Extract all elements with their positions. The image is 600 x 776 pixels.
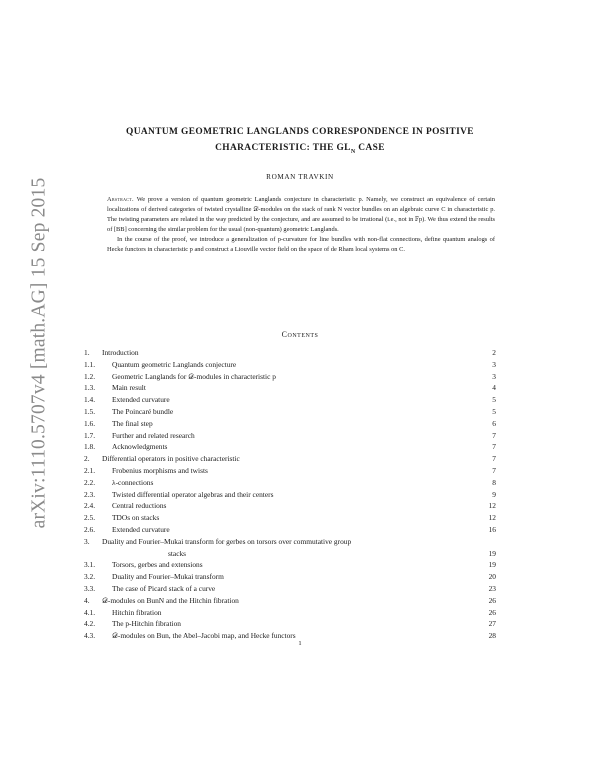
toc-entry-title-text: Introduction <box>102 348 139 357</box>
toc-entry-number: 2.1. <box>84 465 96 475</box>
toc-entry-title-text: Main result <box>112 383 146 393</box>
toc-entry-title <box>112 394 476 406</box>
table-of-contents <box>84 347 496 642</box>
toc-entry-number: 1.4. <box>84 395 96 405</box>
toc-entry-page: 5 <box>492 395 496 405</box>
abstract <box>107 195 495 256</box>
toc-entry-page: 7 <box>492 442 496 452</box>
toc-entry-title <box>112 359 476 371</box>
toc-entry[interactable] <box>84 583 496 595</box>
toc-entry-page: 12 <box>488 501 496 511</box>
toc-entry[interactable] <box>84 489 496 501</box>
toc-entry-title-text: Hitchin fibration <box>112 607 162 617</box>
abstract-heading: Abstract. <box>107 196 134 203</box>
author-name: ROMAN TRAVKIN <box>266 173 334 181</box>
toc-entry[interactable] <box>84 536 496 560</box>
toc-entry-page: 8 <box>492 477 496 487</box>
toc-entry-number: 4.1. <box>84 607 96 617</box>
toc-entry-title-text: 𝒟-modules on Bun, the Abel–Jacobi map, and Hecke functors <box>112 631 296 641</box>
toc-entry[interactable] <box>84 371 496 383</box>
toc-entry-title-text: Extended curvature <box>112 524 170 534</box>
toc-entry[interactable] <box>84 441 496 453</box>
toc-entry-number: 1.2. <box>84 371 96 381</box>
arxiv-identifier <box>27 120 51 585</box>
paper-title <box>70 124 530 160</box>
abstract-paragraph-2: In the course of the proof, we introduce a generalization of p-curvature for line bundles with non-flat connections, define quantum analogs of Hecke functors in characteristic p and construct a Liouville vector field on the space of de Rham local systems on C. <box>107 236 495 254</box>
toc-entry-title-text: Extended curvature <box>112 395 170 405</box>
toc-entry-page: 7 <box>492 454 496 464</box>
toc-entry[interactable] <box>84 453 496 465</box>
toc-entry-title-text: Frobenius morphisms and twists <box>112 465 208 475</box>
toc-entry[interactable] <box>84 406 496 418</box>
toc-entry-title <box>112 430 476 442</box>
toc-entry-title-text: Quantum geometric Langlands conjecture <box>112 359 237 369</box>
toc-entry-number: 1. <box>84 348 90 357</box>
toc-entry-title <box>112 406 476 418</box>
toc-entry-title-text: The p-Hitchin fibration <box>112 619 181 629</box>
toc-entry-title <box>112 607 476 619</box>
toc-entry[interactable] <box>84 347 496 359</box>
toc-entry-title-text: Torsors, gerbes and extensions <box>112 560 203 570</box>
toc-entry[interactable] <box>84 618 496 630</box>
toc-entry-number: 1.7. <box>84 430 96 440</box>
toc-entry-title-text: λ-connections <box>112 477 154 487</box>
abstract-text-1: We prove a version of quantum geometric Langlands conjecture in characteristic p. Namely, we construct an equivalence of certain localizations of derived categories of twisted crystalline 𝒟-modules on the stack of rank N vector bundles on an algebraic curve C in characteristic p. The twisting parameters are related in the way predicted by the conjecture, and are assumed to be irrational (i.e., not in 𝔽p). We thus extend the results of [BB] concerning the similar problem for the usual (non-quantum) geometric Langlands. <box>107 196 496 234</box>
toc-entry-title-text: Differential operators in positive characteristic <box>102 454 240 464</box>
toc-entry-title <box>112 418 476 430</box>
toc-entry-number: 3.1. <box>84 560 96 570</box>
page-number: 1 <box>298 640 302 647</box>
toc-entry-number: 4. <box>84 595 90 605</box>
toc-entry-title-text: Further and related research <box>112 430 195 440</box>
toc-entry-title-text: Twisted differential operator algebras and their centers <box>112 489 274 499</box>
toc-entry[interactable] <box>84 418 496 430</box>
toc-entry[interactable] <box>84 595 496 607</box>
toc-entry-title <box>102 595 476 607</box>
contents-heading: Contents <box>281 330 319 339</box>
toc-entry-title <box>112 571 476 583</box>
toc-entry[interactable] <box>84 524 496 536</box>
toc-entry[interactable] <box>84 500 496 512</box>
toc-entry-page: 3 <box>492 371 496 381</box>
toc-entry-page: 9 <box>492 489 496 499</box>
toc-entry-title-text: The Poincaré bundle <box>112 406 174 416</box>
toc-entry-title <box>112 618 476 630</box>
toc-entry-title <box>112 371 476 383</box>
toc-entry[interactable] <box>84 559 496 571</box>
toc-entry-number: 2.2. <box>84 477 96 487</box>
toc-entry-number: 1.6. <box>84 418 96 428</box>
toc-entry[interactable] <box>84 465 496 477</box>
toc-entry-title-text: TDOs on stacks <box>112 513 160 523</box>
toc-entry-title-text: 𝒟-modules on BunN and the Hitchin fibration <box>102 595 239 605</box>
toc-entry-number: 1.8. <box>84 442 96 452</box>
toc-entry-number: 2.3. <box>84 489 96 499</box>
toc-entry-title <box>102 536 476 560</box>
toc-entry-page: 28 <box>488 631 496 641</box>
toc-entry-number: 3.2. <box>84 572 96 582</box>
toc-entry-number: 2. <box>84 454 90 464</box>
title-subscript: N <box>350 148 356 155</box>
toc-entry[interactable] <box>84 607 496 619</box>
toc-entry-page: 19 <box>488 560 496 570</box>
toc-entry-page: 5 <box>492 406 496 416</box>
toc-entry-page: 6 <box>492 418 496 428</box>
toc-entry-page: 12 <box>488 513 496 523</box>
toc-entry[interactable] <box>84 512 496 524</box>
toc-entry-title-text: Geometric Langlands for 𝒟-modules in characteristic p <box>112 371 276 381</box>
toc-entry-title <box>102 453 476 465</box>
toc-entry-number: 4.3. <box>84 631 96 641</box>
toc-entry-page: 26 <box>488 595 496 605</box>
toc-entry-number: 3. <box>84 536 90 546</box>
toc-entry-title-text: Duality and Fourier–Mukai transform for gerbes on torsors over commutative group <box>102 536 352 546</box>
toc-entry-page: 19 <box>488 548 496 558</box>
toc-entry-page: 23 <box>488 583 496 593</box>
toc-entry[interactable] <box>84 430 496 442</box>
toc-entry-title <box>112 524 476 536</box>
toc-entry-number: 3.3. <box>84 583 96 593</box>
toc-entry-number: 1.5. <box>84 406 96 416</box>
arxiv-identifier-text: arXiv:1110.5707v4 [math.AG] 15 Sep 2015 <box>28 177 49 528</box>
toc-entry-number: 4.2. <box>84 619 96 629</box>
toc-entry-title <box>112 441 476 453</box>
toc-entry-number: 1.1. <box>84 359 96 369</box>
toc-entry-page: 16 <box>488 524 496 534</box>
title-line-1: QUANTUM GEOMETRIC LANGLANDS CORRESPONDENCE IN POSITIVE <box>126 127 474 137</box>
toc-entry-title-text: Duality and Fourier–Mukai transform <box>112 572 224 582</box>
toc-entry-page: 4 <box>492 383 496 393</box>
toc-entry-title-text: Acknowledgments <box>112 442 168 452</box>
toc-entry-title <box>112 559 476 571</box>
toc-entry-title-text: Central reductions <box>112 501 167 511</box>
title-line-2: CHARACTERISTIC: THE $GL_N$ CASE <box>215 143 385 155</box>
toc-entry-page: 7 <box>492 430 496 440</box>
toc-entry-title-text: The final step <box>112 418 153 428</box>
toc-entry-title <box>102 347 476 359</box>
toc-entry-page: 20 <box>488 572 496 582</box>
toc-entry[interactable] <box>84 477 496 489</box>
toc-entry-page: 3 <box>492 359 496 369</box>
toc-entry[interactable] <box>84 359 496 371</box>
toc-entry-title-continuation: stacks <box>168 548 187 558</box>
toc-entry-title <box>112 477 476 489</box>
toc-entry-page: 26 <box>488 607 496 617</box>
toc-entry-title <box>112 382 476 394</box>
toc-entry-page: 7 <box>492 465 496 475</box>
toc-entry-number: 2.4. <box>84 501 96 511</box>
toc-entry-title <box>112 465 476 477</box>
toc-entry-title <box>112 489 476 501</box>
abstract-paragraph-1 <box>107 195 495 235</box>
toc-entry[interactable] <box>84 382 496 394</box>
toc-entry-number: 2.5. <box>84 513 96 523</box>
toc-entry-title-text: The case of Picard stack of a curve <box>112 583 216 593</box>
toc-entry-page: 27 <box>488 619 496 629</box>
toc-entry[interactable] <box>84 571 496 583</box>
toc-entry-page: 2 <box>492 348 496 357</box>
toc-entry-title <box>112 500 476 512</box>
toc-entry-number: 1.3. <box>84 383 96 393</box>
toc-entry-number: 2.6. <box>84 524 96 534</box>
toc-entry[interactable] <box>84 394 496 406</box>
toc-entry-title <box>112 583 476 595</box>
toc-entry-title <box>112 512 476 524</box>
